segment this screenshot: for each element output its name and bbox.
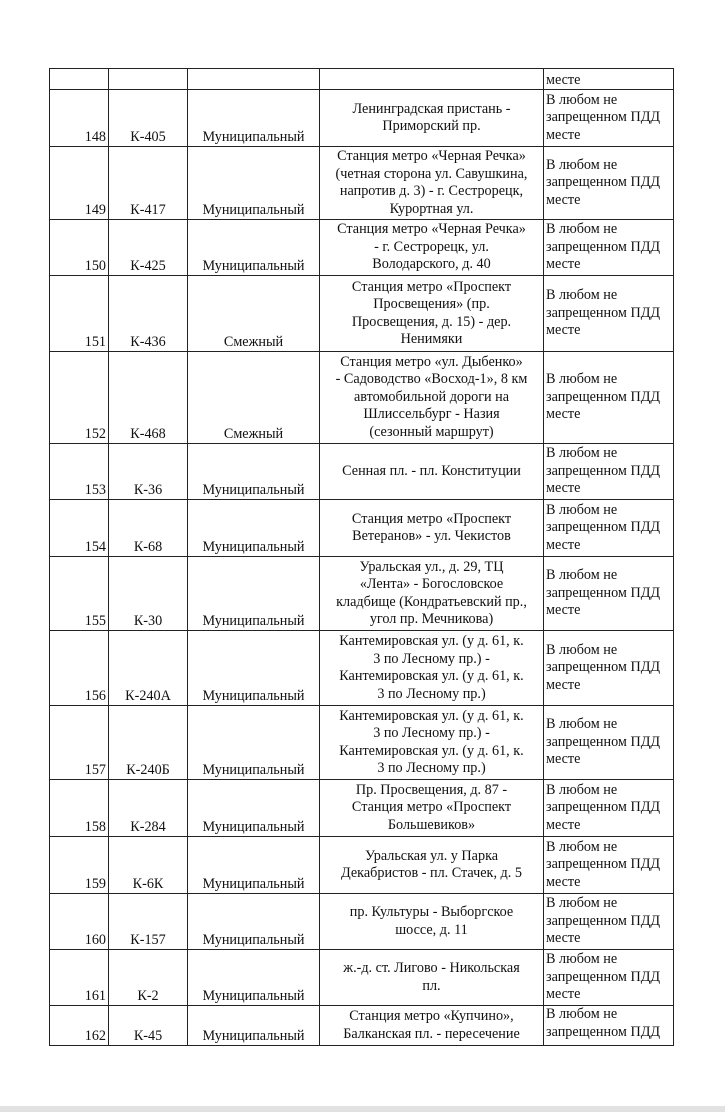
cell-line: (четная сторона ул. Савушкина, xyxy=(335,165,528,182)
cell-stop-place xyxy=(544,444,674,500)
cell-route-type: Муниципальный xyxy=(188,631,320,706)
cell-route-description xyxy=(320,837,544,894)
cell-line: В любом не xyxy=(546,221,618,238)
cell-number: 148 xyxy=(50,90,109,147)
cell-line: угол пр. Мечникова) xyxy=(369,611,494,627)
cell-line: кладбище (Кондратьевский пр., xyxy=(336,593,527,610)
cell-line: В любом не xyxy=(546,716,618,733)
cell-line: Ненимяки xyxy=(400,331,463,347)
cell-route-description xyxy=(320,894,544,950)
cell-line: месте xyxy=(546,256,581,273)
cell-route-code: К-157 xyxy=(109,894,188,950)
cell-stop-place xyxy=(544,706,674,780)
cell-number: 150 xyxy=(50,220,109,276)
cell-line: Кантемировская ул. (у д. 61, к. xyxy=(339,742,524,759)
cell-route-type: Муниципальный xyxy=(188,557,320,631)
cell-line: напротив д. 3) - г. Сестрорецк, xyxy=(339,183,524,199)
cell-stop-place xyxy=(544,69,674,90)
cell-line: запрещенном ПДД xyxy=(546,1023,661,1040)
cell-line: - г. Сестрорецк, ул. xyxy=(374,238,489,255)
cell-line: пл. xyxy=(422,977,441,994)
cell-line: автомобильной дороги на xyxy=(353,388,510,405)
table-row xyxy=(50,894,674,950)
cell-line: «Лента» - Богословское xyxy=(359,576,504,592)
cell-route-description xyxy=(320,557,544,631)
cell-stop-place xyxy=(544,950,674,1006)
cell-line: Кантемировская ул. (у д. 61, к. xyxy=(339,633,524,649)
cell-line: запрещенном ПДД xyxy=(546,584,661,601)
cell-route-code: К-6К xyxy=(109,837,188,894)
cell-route-description xyxy=(320,444,544,500)
cell-route-description xyxy=(320,276,544,352)
cell-line: запрещенном ПДД xyxy=(546,388,661,405)
cell-route-description xyxy=(320,90,544,147)
cell-line: запрещенном ПДД xyxy=(546,304,661,321)
cell-line: В любом не xyxy=(546,1006,618,1022)
cell-line: месте xyxy=(546,71,581,88)
table-row-continued xyxy=(50,69,674,90)
cell-route-description xyxy=(320,1006,544,1046)
cell-line: запрещенном ПДД xyxy=(546,659,661,676)
cell-line: В любом не xyxy=(546,838,618,855)
cell-number: 158 xyxy=(50,780,109,837)
cell-stop-place xyxy=(544,557,674,631)
cell-line: Просвещения» (пр. xyxy=(373,296,490,312)
cell-line: Станция метро «Проспект xyxy=(351,510,512,527)
scan-bottom-edge xyxy=(0,1106,725,1112)
cell-route-description xyxy=(320,500,544,557)
cell-line: Ветеранов» - ул. Чекистов xyxy=(352,528,511,544)
cell-route-type: Муниципальный xyxy=(188,706,320,780)
cell-line: В любом не xyxy=(546,156,618,173)
cell-route-type: Муниципальный xyxy=(188,444,320,500)
cell-stop-place xyxy=(544,837,674,894)
cell-number: 160 xyxy=(50,894,109,950)
cell-line: месте xyxy=(546,873,581,890)
cell-route-description xyxy=(320,352,544,444)
cell-line: месте xyxy=(546,816,581,833)
cell-number: 153 xyxy=(50,444,109,500)
cell-route-code: К-436 xyxy=(109,276,188,352)
cell-route-code: К-68 xyxy=(109,500,188,557)
cell-line: запрещенном ПДД xyxy=(546,109,661,126)
cell-route-code: К-284 xyxy=(109,780,188,837)
cell-line: Кантемировская ул. (у д. 61, к. xyxy=(339,668,524,684)
cell-line: Приморский пр. xyxy=(382,118,481,134)
cell-line: запрещенном ПДД xyxy=(546,912,661,929)
cell-line: Шлиссельбург - Назия xyxy=(363,406,500,423)
cell-line: месте xyxy=(546,751,581,768)
cell-line: запрещенном ПДД xyxy=(546,519,661,536)
cell-route-code: К-30 xyxy=(109,557,188,631)
cell-line: месте xyxy=(546,930,581,947)
cell-line: запрещенном ПДД xyxy=(546,799,661,816)
cell-line: Уральская ул., д. 29, ТЦ xyxy=(359,558,504,575)
table-row xyxy=(50,950,674,1006)
table-row xyxy=(50,276,674,352)
table-row xyxy=(50,1006,674,1046)
cell-route-type: Муниципальный xyxy=(188,780,320,837)
cell-line: Уральская ул. у Парка xyxy=(364,847,499,864)
cell-route-type: Муниципальный xyxy=(188,1006,320,1046)
cell-line: запрещенном ПДД xyxy=(546,462,661,479)
cell-line: В любом не xyxy=(546,371,618,388)
cell-route-description xyxy=(320,220,544,276)
table-row xyxy=(50,147,674,220)
cell-route-type: Муниципальный xyxy=(188,220,320,276)
cell-route-code: К-468 xyxy=(109,352,188,444)
cell-number: 156 xyxy=(50,631,109,706)
cell-line: В любом не xyxy=(546,641,618,658)
table-row xyxy=(50,220,674,276)
cell-line: Станция метро «Купчино», xyxy=(349,1008,514,1024)
cell-line: Кантемировская ул. (у д. 61, к. xyxy=(339,707,524,724)
cell-line: В любом не xyxy=(546,781,618,798)
cell-route-type: Муниципальный xyxy=(188,500,320,557)
cell-stop-place xyxy=(544,780,674,837)
cell-route-type: Муниципальный xyxy=(188,950,320,1006)
cell-line: 3 по Лесному пр.) - xyxy=(373,650,490,667)
cell-route-code: К-417 xyxy=(109,147,188,220)
cell-line: В любом не xyxy=(546,951,618,968)
cell-stop-place xyxy=(544,631,674,706)
cell-line: месте xyxy=(546,126,581,143)
cell-line: Сенная пл. - пл. Конституции xyxy=(342,462,521,479)
cell-line: запрещенном ПДД xyxy=(546,174,661,191)
cell-route-description xyxy=(320,631,544,706)
cell-route-type: Муниципальный xyxy=(188,90,320,147)
cell-route-description xyxy=(320,950,544,1006)
table-row xyxy=(50,837,674,894)
cell-line: запрещенном ПДД xyxy=(546,238,661,255)
table-row xyxy=(50,444,674,500)
cell-line: Декабристов - пл. Стачек, д. 5 xyxy=(341,865,522,881)
cell-line: месте xyxy=(546,986,581,1003)
cell-route-code: К-45 xyxy=(109,1006,188,1046)
cell-line: Володарского, д. 40 xyxy=(372,256,491,273)
cell-line: пр. Культуры - Выборгское xyxy=(349,904,514,920)
cell-line: Пр. Просвещения, д. 87 - xyxy=(355,781,508,798)
cell-line: месте xyxy=(546,676,581,693)
cell-line: 3 по Лесному пр.) - xyxy=(373,725,490,741)
cell-number: 154 xyxy=(50,500,109,557)
cell-line: В любом не xyxy=(546,501,618,518)
cell-line: 3 по Лесному пр.) xyxy=(377,760,486,776)
cell-line: (сезонный маршрут) xyxy=(369,423,494,440)
cell-stop-place xyxy=(544,894,674,950)
cell-line: месте xyxy=(546,480,581,497)
table-row xyxy=(50,352,674,444)
cell-line: Станция метро «Проспект xyxy=(351,799,512,816)
cell-line: месте xyxy=(546,322,581,339)
cell-number: 155 xyxy=(50,557,109,631)
cell-route-code: К-425 xyxy=(109,220,188,276)
cell-line: запрещенном ПДД xyxy=(546,968,661,985)
cell-line: В любом не xyxy=(546,567,618,584)
cell-route-code xyxy=(109,69,188,90)
cell-number: 162 xyxy=(50,1006,109,1046)
cell-line: Станция метро «ул. Дыбенко» xyxy=(340,353,523,370)
cell-line: В любом не xyxy=(546,895,618,912)
cell-number: 149 xyxy=(50,147,109,220)
cell-line: Ленинградская пристань - xyxy=(352,100,511,117)
cell-route-description xyxy=(320,69,544,90)
table-row xyxy=(50,500,674,557)
cell-stop-place xyxy=(544,1006,674,1046)
cell-line: шоссе, д. 11 xyxy=(395,921,468,938)
table-row xyxy=(50,90,674,147)
cell-route-code: К-240Б xyxy=(109,706,188,780)
cell-number xyxy=(50,69,109,90)
cell-route-description xyxy=(320,147,544,220)
cell-stop-place xyxy=(544,352,674,444)
cell-stop-place xyxy=(544,90,674,147)
cell-number: 152 xyxy=(50,352,109,444)
cell-route-type xyxy=(188,69,320,90)
cell-stop-place xyxy=(544,276,674,352)
cell-number: 161 xyxy=(50,950,109,1006)
cell-line: Станция метро «Черная Речка» xyxy=(337,148,526,164)
cell-line: Станция метро «Черная Речка» xyxy=(337,221,526,238)
cell-line: ж.-д. ст. Лигово - Никольская xyxy=(343,960,520,976)
cell-route-type: Муниципальный xyxy=(188,147,320,220)
cell-route-code: К-240А xyxy=(109,631,188,706)
cell-route-type: Смежный xyxy=(188,276,320,352)
table-row xyxy=(50,780,674,837)
cell-line: В любом не xyxy=(546,91,618,108)
cell-line: месте xyxy=(546,406,581,423)
cell-line: запрещенном ПДД xyxy=(546,856,661,873)
cell-route-code: К-36 xyxy=(109,444,188,500)
cell-line: месте xyxy=(546,191,581,208)
cell-line: В любом не xyxy=(546,287,618,304)
routes-table-body xyxy=(50,69,674,1046)
cell-line: Станция метро «Проспект xyxy=(351,278,512,295)
cell-line: 3 по Лесному пр.) xyxy=(377,685,486,702)
cell-route-type: Смежный xyxy=(188,352,320,444)
cell-line: Просвещения, д. 15) - дер. xyxy=(351,313,512,330)
cell-number: 151 xyxy=(50,276,109,352)
cell-stop-place xyxy=(544,500,674,557)
cell-route-description xyxy=(320,706,544,780)
cell-line: Курортная ул. xyxy=(389,200,474,217)
cell-stop-place xyxy=(544,147,674,220)
cell-line: месте xyxy=(546,536,581,553)
cell-line: месте xyxy=(546,602,581,619)
cell-line: - Садоводство «Восход-1», 8 км xyxy=(335,371,528,388)
cell-number: 157 xyxy=(50,706,109,780)
routes-table xyxy=(49,68,674,1046)
cell-number: 159 xyxy=(50,837,109,894)
table-row xyxy=(50,706,674,780)
cell-route-code: К-405 xyxy=(109,90,188,147)
cell-route-code: К-2 xyxy=(109,950,188,1006)
cell-route-description xyxy=(320,780,544,837)
cell-route-type: Муниципальный xyxy=(188,894,320,950)
cell-stop-place xyxy=(544,220,674,276)
cell-route-type: Муниципальный xyxy=(188,837,320,894)
cell-line: Большевиков» xyxy=(387,816,476,833)
cell-line: запрещенном ПДД xyxy=(546,733,661,750)
cell-line: В любом не xyxy=(546,445,618,462)
cell-line: Балканская пл. - пересечение xyxy=(343,1025,520,1042)
table-row xyxy=(50,631,674,706)
table-row xyxy=(50,557,674,631)
